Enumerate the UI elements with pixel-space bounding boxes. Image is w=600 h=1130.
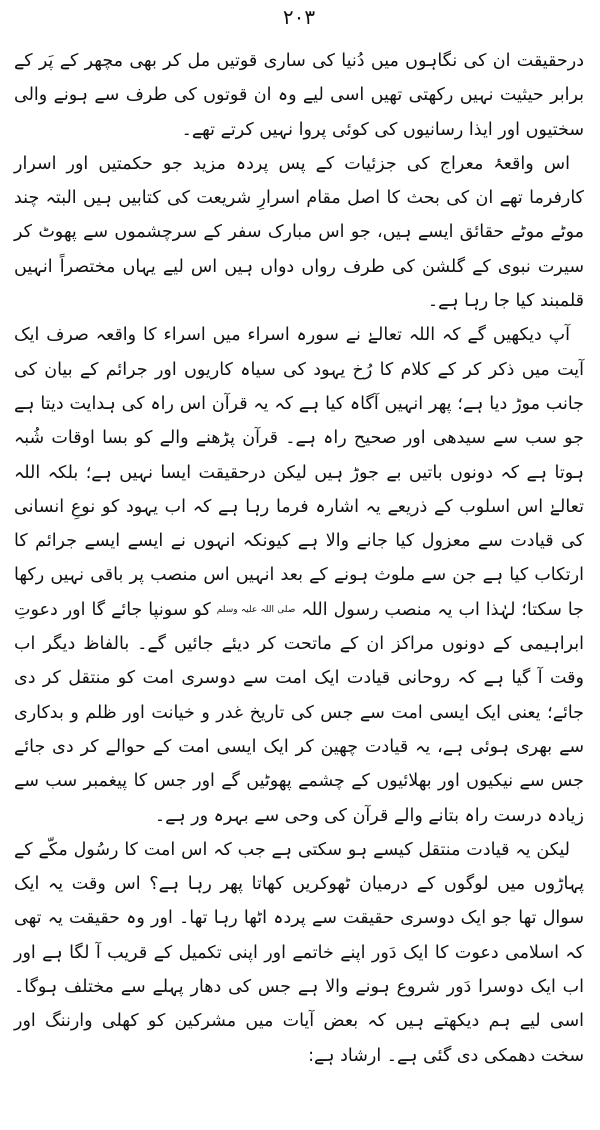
paragraph-3-continuation: کو سونپا جائے گا اور دعوتِ ابراہیمی کے دونوں مراکز ان کے ماتحت کر دیئے جائیں گے۔ بالفاظ دیگر اب وقت آ گیا ہے کہ روحانی قیادت ایک امت سے دوسری امت کو منتقل کر دی جائے؛ یعنی ایک ایسی امت سے جس کی تاریخ غدر و خیانت اور ظلم و بدکاری سے بھری ہوئی ہے، یہ قیادت چھین کر ایک ایسی امت کے حوالے کر دی جائے جس سے نیکیوں اور بھلائیوں کے چشمے پھوٹیں گے اور جس کا پیغمبر سب سے زیادہ درست راہ بتانے والے قرآن کی وحی سے بہرہ ور ہے۔ [14, 599, 584, 826]
paragraph-2: اس واقعۂ معراج کی جزئیات کے پس پردہ مزید جو حکمتیں اور اسرار کارفرما تھے ان کی بحث کا اصل مقام اسرارِ شریعت کی کتابیں ہیں البتہ چند موٹے موٹے حقائق ایسے ہیں، جو اس مبارک سفر کے سرچشموں سے پھوٹ کر سیرت نبوی کے گلشن کی طرف رواں دواں ہیں اس لیے یہاں مختصراً انہیں قلمبند کیا جا رہا ہے۔ [14, 153, 584, 312]
paragraph-3-text: آپ دیکھیں گے کہ اللہ تعالےٰ نے سورہ اسراء میں اسراء کا واقعہ صرف ایک آیت میں ذکر کر کے کلام کا رُخ یہود کی سیاہ کاریوں اور جرائم کے بیان کی جانب موڑ دیا ہے؛ پھر انہیں آگاہ کیا ہے کہ یہ قرآن اس راہ کی ہدایت دیتا ہے جو سب سے سیدھی اور صحیح راہ ہے۔ قرآن پڑھنے والے کو بسا اوقات شُبہ ہوتا ہے کہ دونوں باتیں بے جوڑ ہیں لیکن درحقیقت ایسا نہیں ہے؛ بلکہ اللہ تعالےٰ اس اسلوب کے ذریعے یہ اشارہ فرما رہا ہے کہ اب یہود کو نوعِ انسانی کی قیادت سے معزول کیا جانے والا ہے کیونکہ انہوں نے ایسے ایسے جرائم کا ارتکاب کیا ہے جن سے ملوث ہونے کے بعد انہیں اس منصب پر باقی نہیں رکھا جا سکتا؛ لہٰذا اب یہ منصب رسول اللہ [14, 325, 584, 620]
page-number: ۲۰۳ [282, 5, 316, 29]
salutation-symbol: صلی اللہ علیہ وسلم [216, 604, 296, 615]
paragraph-4: لیکن یہ قیادت منتقل کیسے ہو سکتی ہے جب کہ اس امت کا رسُول مکّے کے پہاڑوں میں لوگوں کے درمیان ٹھوکریں کھاتا پھر رہا ہے؟ اس وقت یہ ایک سوال تھا جو ایک دوسری حقیقت سے پردہ اٹھا رہا تھا۔ اور وہ حقیقت یہ تھی کہ اسلامی دعوت کا ایک دَور اپنے خاتمے اور اپنی تکمیل کے قریب آ لگا ہے اور اب ایک دوسرا دَور شروع ہونے والا ہے جس کی دھار پہلے سے مختلف ہوگا۔ اسی لیے ہم دیکھتے ہیں کہ بعض آیات میں مشرکین کو کھلی وارننگ اور سخت دھمکی دی گئی ہے۔ ارشاد ہے: [14, 839, 584, 1066]
paragraph-1: درحقیقت ان کی نگاہوں میں دُنیا کی ساری قوتیں مل کر بھی مچھر کے پَر کے برابر حیثیت نہیں رکھتی تھیں اسی لیے وہ ان قوتوں کی طرف سے ہونے والی سختیوں اور ایذا رسانیوں کی کوئی پروا نہیں کرتے تھے۔ [14, 51, 584, 140]
page-body [14, 44, 584, 1073]
paragraph-3 [14, 318, 584, 832]
